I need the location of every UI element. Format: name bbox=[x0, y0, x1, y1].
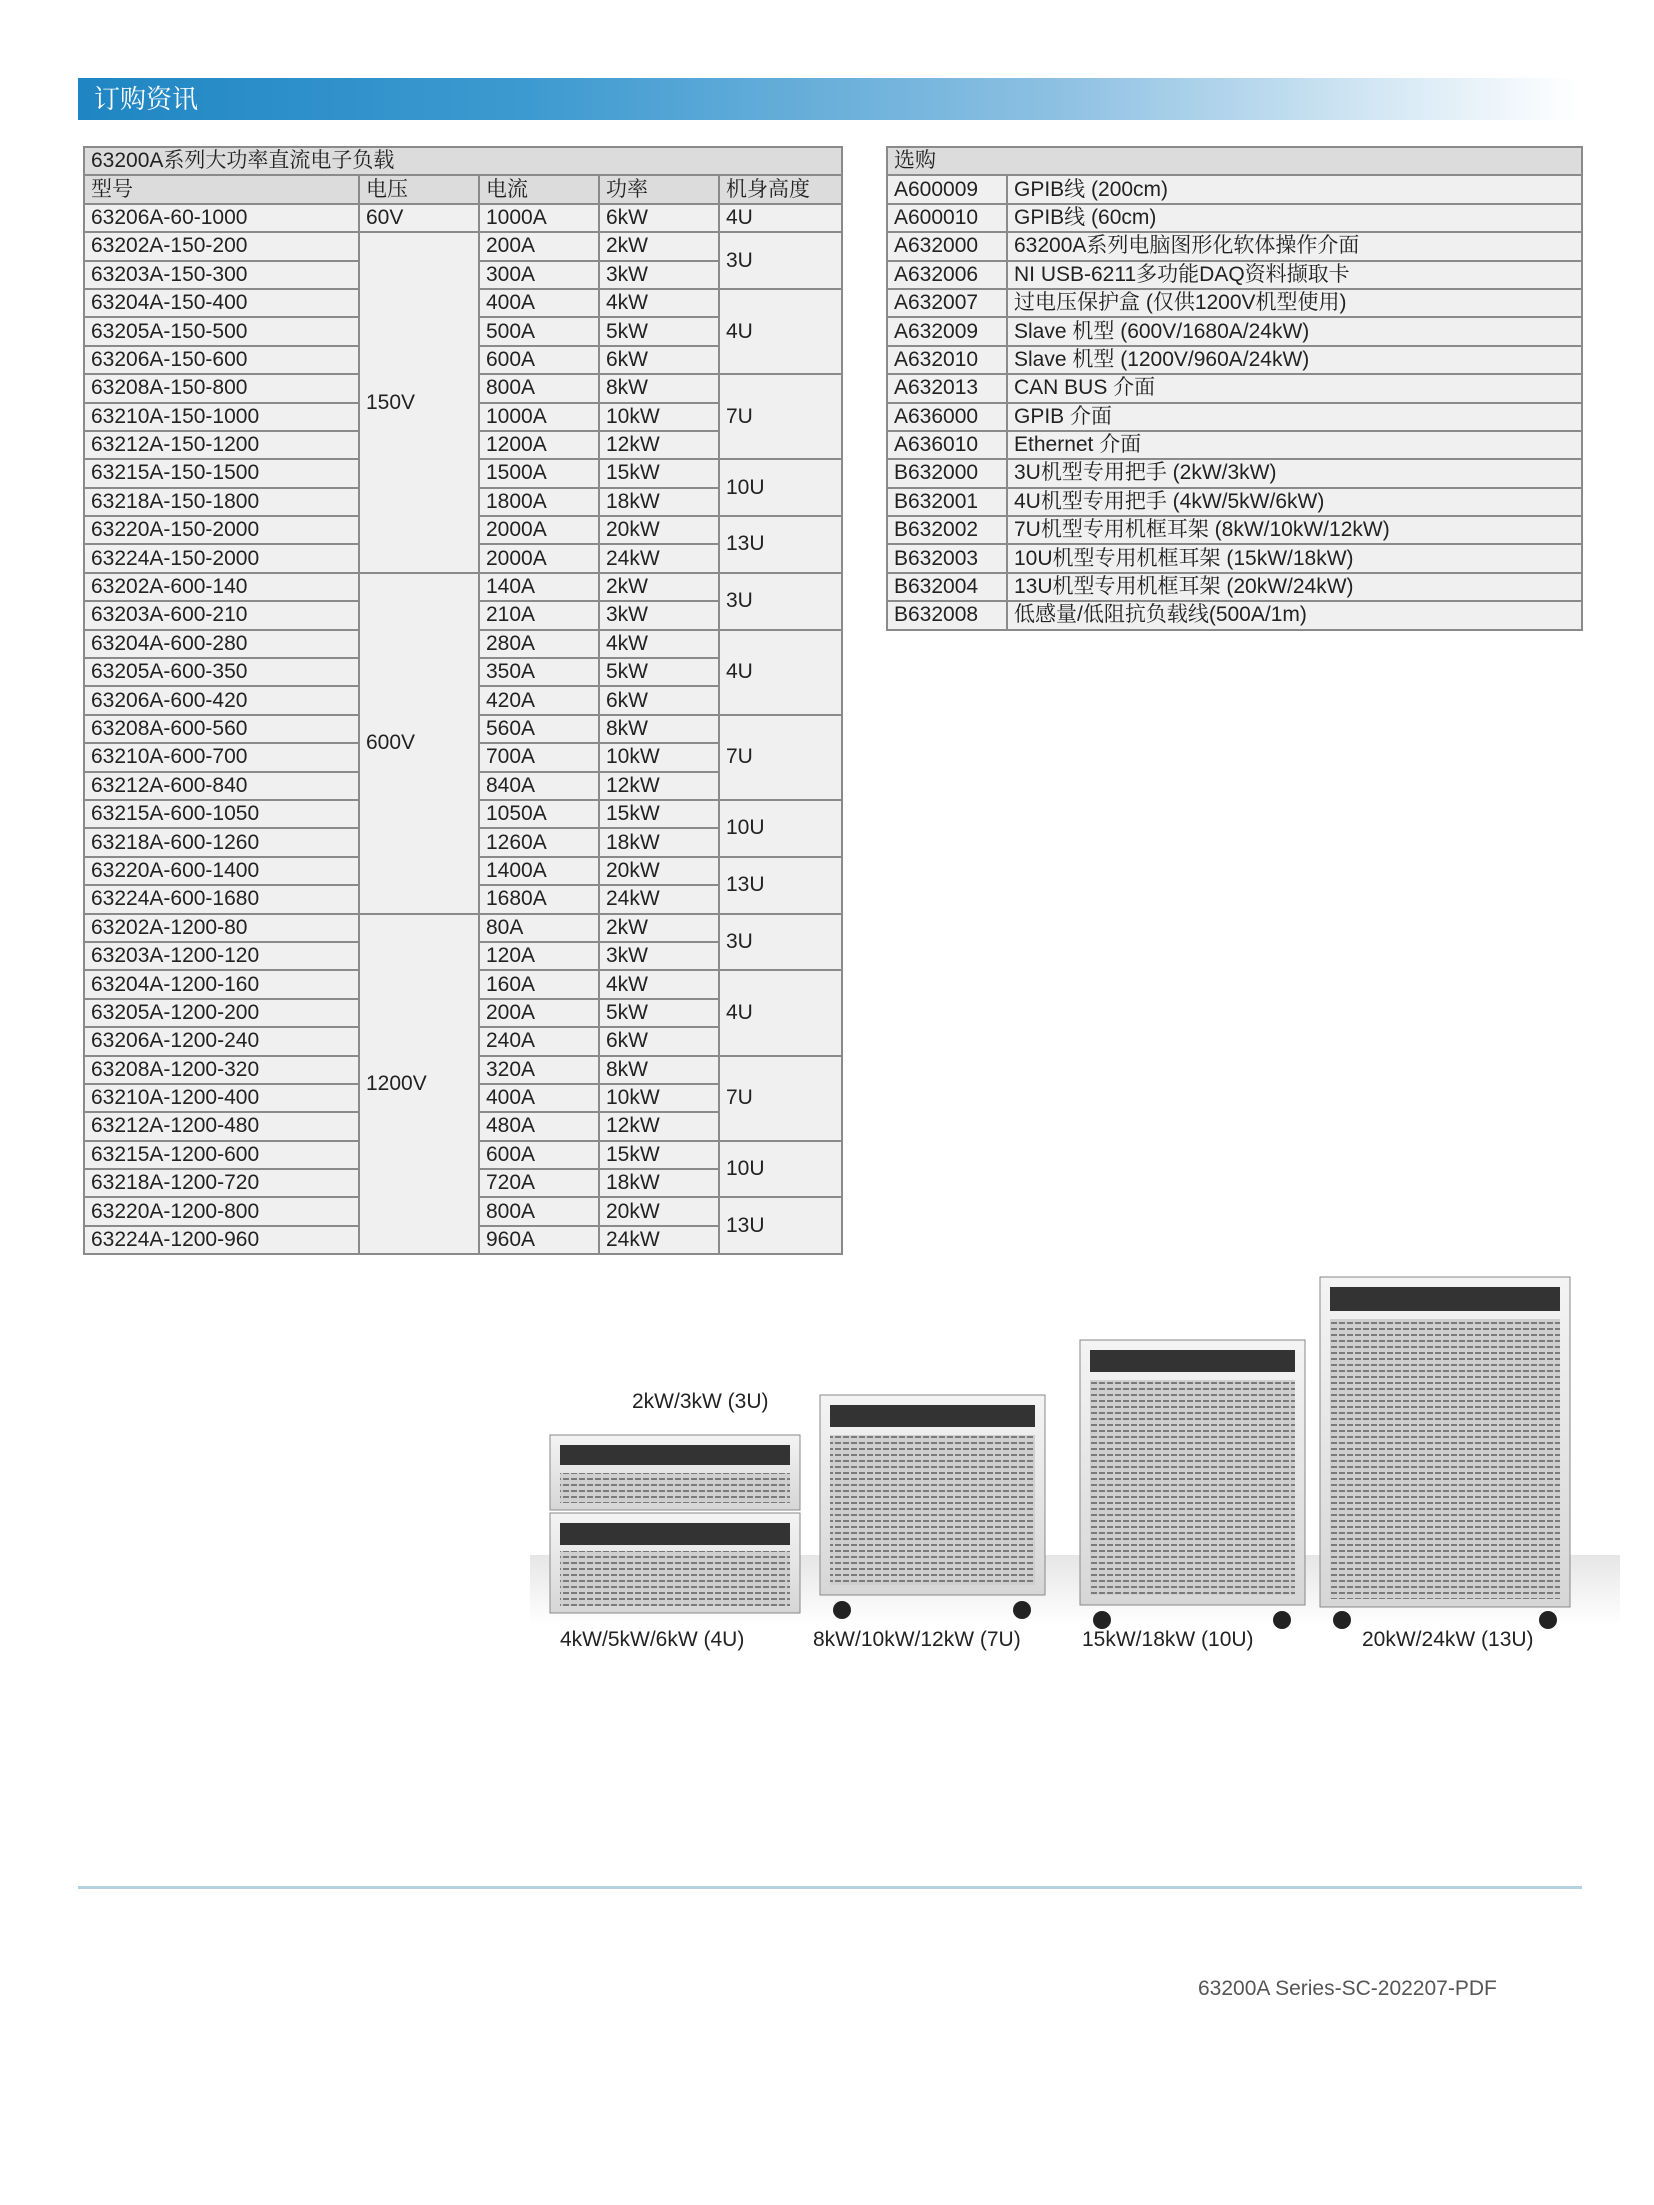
table-header-row bbox=[84, 175, 842, 203]
column-header: 机身高度 bbox=[719, 175, 842, 203]
table-row bbox=[887, 516, 1582, 544]
table-row bbox=[887, 346, 1582, 374]
current-cell: 200A bbox=[479, 232, 599, 260]
table-row bbox=[887, 317, 1582, 345]
power-cell: 15kW bbox=[599, 1141, 719, 1169]
current-cell: 700A bbox=[479, 743, 599, 771]
description-cell: GPIB线 (200cm) bbox=[1007, 175, 1582, 203]
current-cell: 210A bbox=[479, 601, 599, 629]
height-cell: 4U bbox=[719, 630, 842, 715]
power-cell: 5kW bbox=[599, 658, 719, 686]
description-cell: Slave 机型 (600V/1680A/24kW) bbox=[1007, 317, 1582, 345]
part-number-cell: A632010 bbox=[887, 346, 1007, 374]
column-header: 电压 bbox=[359, 175, 479, 203]
current-cell: 800A bbox=[479, 374, 599, 402]
part-number-cell: A636010 bbox=[887, 431, 1007, 459]
current-cell: 80A bbox=[479, 914, 599, 942]
power-cell: 15kW bbox=[599, 459, 719, 487]
current-cell: 1050A bbox=[479, 800, 599, 828]
power-cell: 8kW bbox=[599, 1056, 719, 1084]
power-cell: 2kW bbox=[599, 232, 719, 260]
current-cell: 200A bbox=[479, 999, 599, 1027]
power-cell: 18kW bbox=[599, 1169, 719, 1197]
description-cell: 4U机型专用把手 (4kW/5kW/6kW) bbox=[1007, 488, 1582, 516]
current-cell: 350A bbox=[479, 658, 599, 686]
unit-3u-4u bbox=[550, 1435, 800, 1613]
table-row bbox=[84, 204, 842, 232]
power-cell: 6kW bbox=[599, 346, 719, 374]
power-cell: 10kW bbox=[599, 1084, 719, 1112]
height-cell: 7U bbox=[719, 374, 842, 459]
model-cell: 63218A-600-1260 bbox=[84, 828, 359, 856]
model-cell: 63210A-150-1000 bbox=[84, 403, 359, 431]
model-cell: 63208A-1200-320 bbox=[84, 1056, 359, 1084]
current-cell: 1500A bbox=[479, 459, 599, 487]
current-cell: 840A bbox=[479, 772, 599, 800]
model-cell: 63212A-1200-480 bbox=[84, 1112, 359, 1140]
model-cell: 63215A-600-1050 bbox=[84, 800, 359, 828]
unit-13u bbox=[1320, 1277, 1570, 1629]
current-cell: 240A bbox=[479, 1027, 599, 1055]
power-cell: 4kW bbox=[599, 970, 719, 998]
current-cell: 2000A bbox=[479, 516, 599, 544]
current-cell: 1260A bbox=[479, 828, 599, 856]
power-cell: 5kW bbox=[599, 317, 719, 345]
current-cell: 1400A bbox=[479, 857, 599, 885]
model-cell: 63206A-60-1000 bbox=[84, 204, 359, 232]
part-number-cell: A632007 bbox=[887, 289, 1007, 317]
model-cell: 63204A-1200-160 bbox=[84, 970, 359, 998]
column-header: 电流 bbox=[479, 175, 599, 203]
voltage-cell: 60V bbox=[359, 204, 479, 232]
power-cell: 6kW bbox=[599, 204, 719, 232]
footer-rule bbox=[78, 1886, 1582, 1889]
power-cell: 10kW bbox=[599, 403, 719, 431]
table-row bbox=[887, 374, 1582, 402]
height-cell: 7U bbox=[719, 1056, 842, 1141]
current-cell: 160A bbox=[479, 970, 599, 998]
model-cell: 63215A-1200-600 bbox=[84, 1141, 359, 1169]
height-cell: 4U bbox=[719, 204, 842, 232]
power-cell: 3kW bbox=[599, 261, 719, 289]
model-cell: 63224A-150-2000 bbox=[84, 544, 359, 572]
description-cell: 10U机型专用机框耳架 (15kW/18kW) bbox=[1007, 544, 1582, 572]
current-cell: 120A bbox=[479, 942, 599, 970]
model-cell: 63220A-1200-800 bbox=[84, 1197, 359, 1225]
power-cell: 20kW bbox=[599, 1197, 719, 1225]
unit-7u bbox=[820, 1395, 1045, 1619]
model-cell: 63208A-600-560 bbox=[84, 715, 359, 743]
table-row bbox=[84, 914, 842, 942]
height-cell: 13U bbox=[719, 1197, 842, 1254]
current-cell: 320A bbox=[479, 1056, 599, 1084]
model-cell: 63218A-150-1800 bbox=[84, 488, 359, 516]
description-cell: 3U机型专用把手 (2kW/3kW) bbox=[1007, 459, 1582, 487]
model-cell: 63205A-600-350 bbox=[84, 658, 359, 686]
current-cell: 1800A bbox=[479, 488, 599, 516]
description-cell: Ethernet 介面 bbox=[1007, 431, 1582, 459]
part-number-cell: B632008 bbox=[887, 601, 1007, 629]
section-header-bar bbox=[78, 78, 1578, 120]
part-number-cell: A600009 bbox=[887, 175, 1007, 203]
table-row bbox=[887, 204, 1582, 232]
voltage-cell: 150V bbox=[359, 232, 479, 573]
current-cell: 400A bbox=[479, 289, 599, 317]
part-number-cell: A632006 bbox=[887, 261, 1007, 289]
power-cell: 15kW bbox=[599, 800, 719, 828]
height-cell: 10U bbox=[719, 459, 842, 516]
label-7u: 8kW/10kW/12kW (7U) bbox=[813, 1628, 1021, 1651]
description-cell: GPIB线 (60cm) bbox=[1007, 204, 1582, 232]
model-cell: 63206A-150-600 bbox=[84, 346, 359, 374]
current-cell: 500A bbox=[479, 317, 599, 345]
table-row bbox=[887, 431, 1582, 459]
table-caption: 63200A系列大功率直流电子负载 bbox=[84, 147, 842, 175]
description-cell: 低感量/低阻抗负载线(500A/1m) bbox=[1007, 601, 1582, 629]
model-cell: 63224A-1200-960 bbox=[84, 1226, 359, 1254]
model-cell: 63203A-600-210 bbox=[84, 601, 359, 629]
power-cell: 4kW bbox=[599, 630, 719, 658]
power-cell: 24kW bbox=[599, 1226, 719, 1254]
part-number-cell: B632001 bbox=[887, 488, 1007, 516]
model-cell: 63206A-1200-240 bbox=[84, 1027, 359, 1055]
table-caption-row bbox=[887, 147, 1582, 175]
model-cell: 63204A-150-400 bbox=[84, 289, 359, 317]
model-cell: 63202A-1200-80 bbox=[84, 914, 359, 942]
part-number-cell: A632009 bbox=[887, 317, 1007, 345]
model-cell: 63212A-150-1200 bbox=[84, 431, 359, 459]
height-cell: 4U bbox=[719, 289, 842, 374]
power-cell: 12kW bbox=[599, 772, 719, 800]
current-cell: 2000A bbox=[479, 544, 599, 572]
description-cell: 7U机型专用机框耳架 (8kW/10kW/12kW) bbox=[1007, 516, 1582, 544]
power-cell: 2kW bbox=[599, 573, 719, 601]
label-10u: 15kW/18kW (10U) bbox=[1082, 1628, 1254, 1651]
height-cell: 3U bbox=[719, 914, 842, 971]
current-cell: 1200A bbox=[479, 431, 599, 459]
power-cell: 6kW bbox=[599, 686, 719, 714]
table-row bbox=[887, 459, 1582, 487]
table-row bbox=[84, 232, 842, 260]
part-number-cell: A636000 bbox=[887, 403, 1007, 431]
part-number-cell: A632000 bbox=[887, 232, 1007, 260]
model-cell: 63206A-600-420 bbox=[84, 686, 359, 714]
power-cell: 8kW bbox=[599, 715, 719, 743]
model-cell: 63205A-1200-200 bbox=[84, 999, 359, 1027]
current-cell: 560A bbox=[479, 715, 599, 743]
footer-document-code: 63200A Series-SC-202207-PDF bbox=[1198, 1977, 1497, 2000]
current-cell: 420A bbox=[479, 686, 599, 714]
model-cell: 63215A-150-1500 bbox=[84, 459, 359, 487]
power-cell: 24kW bbox=[599, 885, 719, 913]
power-cell: 18kW bbox=[599, 828, 719, 856]
table-row bbox=[887, 232, 1582, 260]
model-cell: 63205A-150-500 bbox=[84, 317, 359, 345]
current-cell: 300A bbox=[479, 261, 599, 289]
table-row bbox=[887, 601, 1582, 629]
table-row bbox=[887, 261, 1582, 289]
description-cell: NI USB-6211多功能DAQ资料撷取卡 bbox=[1007, 261, 1582, 289]
model-table bbox=[83, 146, 843, 1255]
voltage-cell: 600V bbox=[359, 573, 479, 914]
column-header: 功率 bbox=[599, 175, 719, 203]
model-cell: 63220A-150-2000 bbox=[84, 516, 359, 544]
description-cell: CAN BUS 介面 bbox=[1007, 374, 1582, 402]
part-number-cell: B632002 bbox=[887, 516, 1007, 544]
model-cell: 63203A-1200-120 bbox=[84, 942, 359, 970]
model-cell: 63203A-150-300 bbox=[84, 261, 359, 289]
power-cell: 20kW bbox=[599, 516, 719, 544]
power-cell: 3kW bbox=[599, 601, 719, 629]
power-cell: 12kW bbox=[599, 1112, 719, 1140]
description-cell: GPIB 介面 bbox=[1007, 403, 1582, 431]
table-caption: 选购 bbox=[887, 147, 1582, 175]
current-cell: 1000A bbox=[479, 403, 599, 431]
column-header: 型号 bbox=[84, 175, 359, 203]
description-cell: Slave 机型 (1200V/960A/24kW) bbox=[1007, 346, 1582, 374]
part-number-cell: B632004 bbox=[887, 573, 1007, 601]
current-cell: 480A bbox=[479, 1112, 599, 1140]
current-cell: 140A bbox=[479, 573, 599, 601]
height-cell: 13U bbox=[719, 516, 842, 573]
current-cell: 1000A bbox=[479, 204, 599, 232]
power-cell: 24kW bbox=[599, 544, 719, 572]
power-cell: 3kW bbox=[599, 942, 719, 970]
height-cell: 7U bbox=[719, 715, 842, 800]
table-row bbox=[887, 488, 1582, 516]
current-cell: 400A bbox=[479, 1084, 599, 1112]
model-cell: 63202A-150-200 bbox=[84, 232, 359, 260]
height-cell: 10U bbox=[719, 800, 842, 857]
description-cell: 63200A系列电脑图形化软体操作介面 bbox=[1007, 232, 1582, 260]
unit-10u bbox=[1080, 1340, 1305, 1629]
part-number-cell: A632013 bbox=[887, 374, 1007, 402]
table-caption-row bbox=[84, 147, 842, 175]
model-cell: 63218A-1200-720 bbox=[84, 1169, 359, 1197]
part-number-cell: B632000 bbox=[887, 459, 1007, 487]
height-cell: 4U bbox=[719, 970, 842, 1055]
label-4u: 4kW/5kW/6kW (4U) bbox=[560, 1628, 745, 1651]
current-cell: 600A bbox=[479, 346, 599, 374]
model-cell: 63204A-600-280 bbox=[84, 630, 359, 658]
model-cell: 63208A-150-800 bbox=[84, 374, 359, 402]
part-number-cell: A600010 bbox=[887, 204, 1007, 232]
power-cell: 12kW bbox=[599, 431, 719, 459]
section-title: 订购资讯 bbox=[94, 84, 199, 114]
product-photo bbox=[530, 1255, 1620, 1655]
label-3u: 2kW/3kW (3U) bbox=[632, 1390, 769, 1413]
label-13u: 20kW/24kW (13U) bbox=[1362, 1628, 1534, 1651]
current-cell: 960A bbox=[479, 1226, 599, 1254]
power-cell: 18kW bbox=[599, 488, 719, 516]
height-cell: 3U bbox=[719, 573, 842, 630]
power-cell: 8kW bbox=[599, 374, 719, 402]
description-cell: 过电压保护盒 (仅供1200V机型使用) bbox=[1007, 289, 1582, 317]
part-number-cell: B632003 bbox=[887, 544, 1007, 572]
current-cell: 600A bbox=[479, 1141, 599, 1169]
power-cell: 5kW bbox=[599, 999, 719, 1027]
power-cell: 4kW bbox=[599, 289, 719, 317]
current-cell: 1680A bbox=[479, 885, 599, 913]
current-cell: 800A bbox=[479, 1197, 599, 1225]
power-cell: 10kW bbox=[599, 743, 719, 771]
table-row bbox=[887, 403, 1582, 431]
height-cell: 13U bbox=[719, 857, 842, 914]
table-row bbox=[887, 573, 1582, 601]
model-cell: 63210A-600-700 bbox=[84, 743, 359, 771]
height-cell: 10U bbox=[719, 1141, 842, 1198]
table-row bbox=[887, 289, 1582, 317]
accessory-table bbox=[886, 146, 1583, 631]
table-row bbox=[887, 175, 1582, 203]
model-cell: 63224A-600-1680 bbox=[84, 885, 359, 913]
table-row bbox=[887, 544, 1582, 572]
model-cell: 63220A-600-1400 bbox=[84, 857, 359, 885]
power-cell: 2kW bbox=[599, 914, 719, 942]
product-lineup-illustration bbox=[530, 1255, 1620, 1655]
model-cell: 63202A-600-140 bbox=[84, 573, 359, 601]
model-cell: 63212A-600-840 bbox=[84, 772, 359, 800]
current-cell: 280A bbox=[479, 630, 599, 658]
description-cell: 13U机型专用机框耳架 (20kW/24kW) bbox=[1007, 573, 1582, 601]
table-row bbox=[84, 573, 842, 601]
current-cell: 720A bbox=[479, 1169, 599, 1197]
power-cell: 6kW bbox=[599, 1027, 719, 1055]
voltage-cell: 1200V bbox=[359, 914, 479, 1255]
height-cell: 3U bbox=[719, 232, 842, 289]
model-cell: 63210A-1200-400 bbox=[84, 1084, 359, 1112]
power-cell: 20kW bbox=[599, 857, 719, 885]
